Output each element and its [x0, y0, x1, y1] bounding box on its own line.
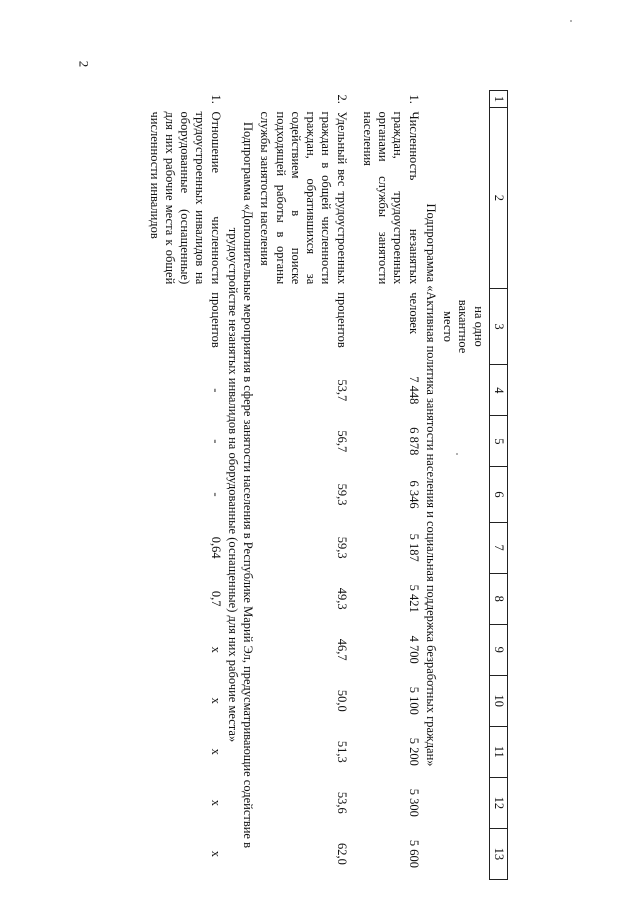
col-header: 5	[489, 416, 507, 467]
value-cell: 50,0	[334, 689, 349, 712]
unit-cell: процентов	[334, 292, 349, 348]
value-cell: 46,7	[334, 638, 349, 661]
value-cell: x	[208, 748, 223, 755]
page-number: 2	[76, 60, 92, 68]
value-cell: -	[208, 492, 223, 497]
value-cell: 6 878	[406, 427, 421, 456]
value-cell: 5 187	[406, 533, 421, 562]
value-cell: 53,7	[334, 379, 349, 402]
indicator-name: Удельный вес трудоустроенных граждан в общей численности граждан, обратившихся за содействием в поиске подходящей работы в органы службы занятости населения	[258, 111, 349, 285]
value-cell: x	[208, 646, 223, 653]
value-cell: 6 346	[406, 480, 421, 509]
unit-cell: человек	[406, 292, 421, 335]
value-cell: x	[208, 799, 223, 806]
indicator-name: Численность незанятых граждан, трудоустроенных органами службы занятости населения	[361, 111, 421, 285]
value-cell: 56,7	[334, 430, 349, 453]
row-number: 2.	[334, 94, 349, 104]
col-header: 10	[489, 675, 507, 726]
table-row	[146, 91, 224, 880]
col-header: 1	[489, 91, 507, 108]
col-header: 3	[489, 288, 507, 365]
value-cell: -	[208, 439, 223, 444]
value-cell: 5 600	[406, 839, 421, 868]
col-header: 6	[489, 467, 507, 522]
value-cell: 59,3	[334, 536, 349, 559]
value-cell: 5 421	[406, 584, 421, 613]
value-cell: 0,7	[208, 590, 223, 607]
col-header: 2	[489, 108, 507, 289]
value-cell: 51,3	[334, 740, 349, 763]
value-cell: 49,3	[334, 587, 349, 610]
value-cell: x	[208, 697, 223, 704]
value-cell: 7 448	[406, 376, 421, 405]
continuation-row	[439, 91, 489, 880]
col-header: 9	[489, 624, 507, 675]
value-cell: 0,64	[208, 536, 223, 559]
unit-cell: на одно вакантное место	[441, 299, 486, 354]
table-row	[359, 91, 422, 880]
subprogram-title: Подпрограмма «Дополнительные мероприятия в сфере занятости населения в Республике Марий Эл, предусматривающие содействие в трудоустройстве незанятых инвалидов на оборудованные (оснащенные) для них рабочие места»	[226, 121, 256, 849]
value-cell: 53,6	[334, 791, 349, 814]
value-cell: 5 100	[406, 686, 421, 715]
unit-cell: процентов	[208, 292, 223, 348]
value-cell: 4 700	[406, 635, 421, 664]
col-header: 7	[489, 522, 507, 573]
row-number: 1.	[406, 94, 421, 104]
col-header: 12	[489, 777, 507, 828]
scan-speck	[570, 20, 572, 22]
section-heading-row	[224, 91, 257, 880]
col-header: 11	[489, 726, 507, 777]
col-header: 8	[489, 573, 507, 624]
value-cell: 5 300	[406, 788, 421, 817]
row-number: 1.	[208, 94, 223, 104]
value-cell: x	[208, 850, 223, 858]
rotated-sheet	[103, 90, 508, 900]
value-cell: -	[208, 388, 223, 393]
col-header: 13	[489, 828, 507, 879]
column-numbers-row	[489, 91, 507, 880]
indicators-table	[146, 90, 509, 880]
value-cell: 59,3	[334, 483, 349, 506]
value-cell: 62,0	[334, 842, 349, 865]
value-cell: 5 200	[406, 737, 421, 766]
table-row	[256, 91, 359, 880]
subprogram-title: Подпрограмма «Активная политика занятости населения и социальная поддержка безработных граждан»	[424, 203, 438, 767]
indicator-name: Отношение численности трудоустроенных инвалидов на оборудованные (оснащенные) для них рабочие места к общей численности инвалидов	[147, 111, 223, 285]
col-header: 4	[489, 365, 507, 416]
section-heading-row	[422, 91, 439, 880]
